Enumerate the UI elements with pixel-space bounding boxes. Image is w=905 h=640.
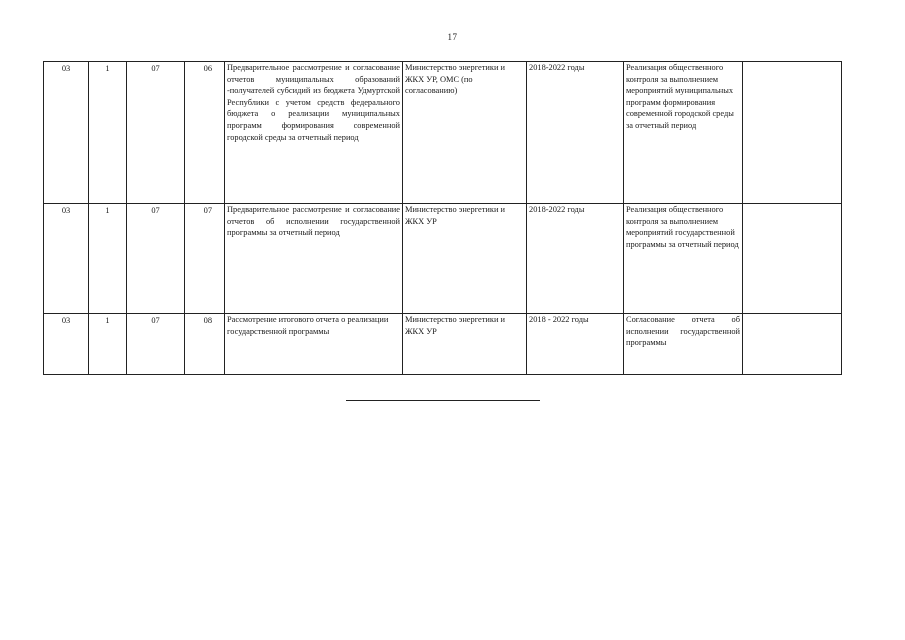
- table-row: [44, 62, 842, 204]
- extra-cell: [743, 314, 842, 375]
- code-program-cell: 03: [44, 314, 89, 375]
- code-event-cell: 08: [185, 314, 225, 375]
- code-program-cell: 03: [44, 62, 89, 204]
- code-event-cell: 07: [185, 204, 225, 314]
- result-cell: Реализация общественного контроля за выполнением мероприятий государственной программы за отчетный период: [624, 204, 743, 314]
- table-row: [44, 314, 842, 375]
- code-main-event-cell: 07: [127, 62, 185, 204]
- code-main-event-cell: 07: [127, 204, 185, 314]
- event-name-cell: Рассмотрение итогового отчета о реализации государственной программы: [225, 314, 403, 375]
- code-event-cell: 06: [185, 62, 225, 204]
- executor-cell: Министерство энергетики и ЖКХ УР, ОМС (по согласованию): [403, 62, 527, 204]
- code-subprogram-cell: 1: [89, 204, 127, 314]
- executor-cell: Министерство энергетики и ЖКХ УР: [403, 314, 527, 375]
- code-program-cell: 03: [44, 204, 89, 314]
- executor-cell: Министерство энергетики и ЖКХ УР: [403, 204, 527, 314]
- table-row: [44, 204, 842, 314]
- extra-cell: [743, 204, 842, 314]
- footer-divider: [346, 400, 540, 401]
- result-cell: Согласование отчета об исполнении государственной программы: [624, 314, 743, 375]
- event-name-cell: Предварительное рассмотрение и согласование отчетов муниципальных образований -получателей субсидий из бюджета Удмуртской Республики с учетом средств федерального бюджета о реализации муниципальных программ формирования современной городской среды за отчетный период: [225, 62, 403, 204]
- activities-table: [43, 61, 842, 375]
- event-name-cell: Предварительное рассмотрение и согласование отчетов об исполнении государственной программы за отчетный период: [225, 204, 403, 314]
- period-cell: 2018-2022 годы: [527, 62, 624, 204]
- page-number: 17: [447, 32, 458, 42]
- period-cell: 2018 - 2022 годы: [527, 314, 624, 375]
- extra-cell: [743, 62, 842, 204]
- result-cell: Реализация общественного контроля за выполнением мероприятий муниципальных программ формирования современной городской среды за отчетный период: [624, 62, 743, 204]
- code-subprogram-cell: 1: [89, 314, 127, 375]
- code-subprogram-cell: 1: [89, 62, 127, 204]
- period-cell: 2018-2022 годы: [527, 204, 624, 314]
- code-main-event-cell: 07: [127, 314, 185, 375]
